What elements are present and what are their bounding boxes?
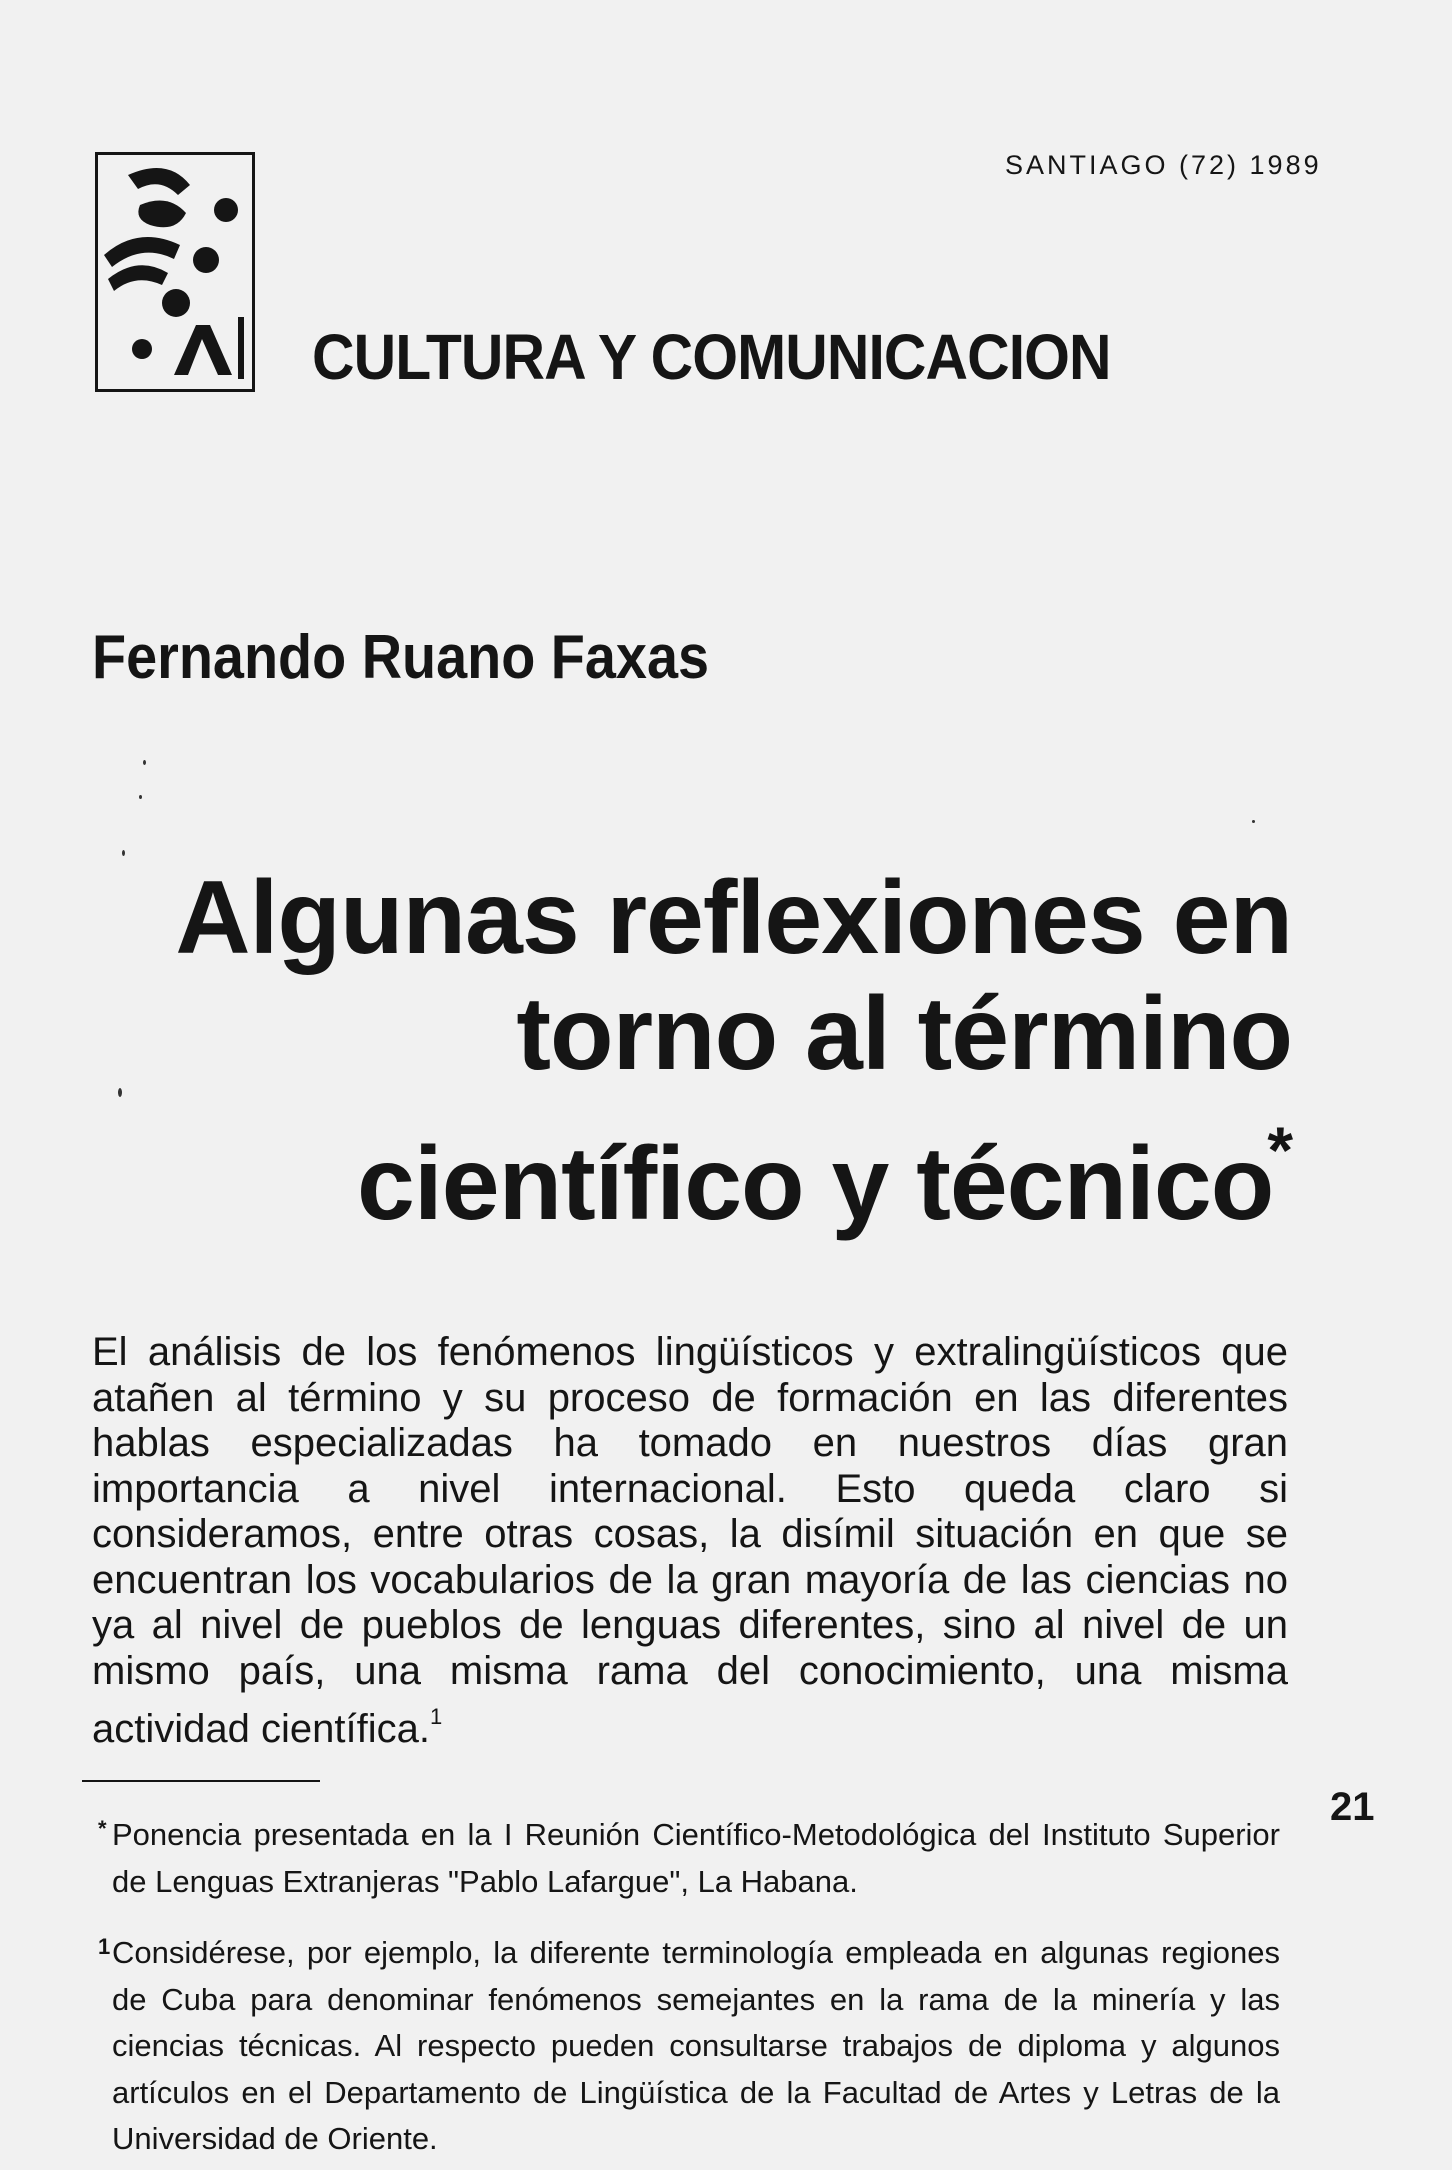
page-number: 21 <box>1330 1785 1375 1829</box>
body-paragraph: El análisis de los fenómenos lingüísticos y extralingüísticos que atañen al término y su proceso de formación en las diferentes hablas especializadas ha tomado en nuestros días gran importancia a nivel internacional. Esto queda claro si consideramos, entre otras cosas, la disímil situación en que se encuentran los vocabularios de la gran mayoría de las ciencias no ya al nivel de pueblos de lenguas diferentes, sino al nivel de un mismo país, una misma rama del conocimiento, una misma actividad científica. <box>92 1330 1288 1751</box>
footnote-2 <box>98 1930 1280 2163</box>
scan-speck <box>122 850 125 856</box>
section-title: CULTURA Y COMUNICACION <box>312 321 1111 393</box>
title-footnote-mark: * <box>1267 1113 1292 1187</box>
journal-logo <box>95 152 255 392</box>
scan-speck <box>139 795 142 799</box>
footnote-1 <box>98 1812 1280 1905</box>
article-title <box>92 860 1292 1242</box>
article-body <box>92 1330 1288 1753</box>
scan-speck <box>118 1088 122 1097</box>
footnote-text: Ponencia presentada en la I Reunión Científico-Metodológica del Instituto Superior de Lenguas Extranjeras "Pablo Lafargue", La Habana. <box>112 1817 1280 1899</box>
footnote-marker: * <box>98 1816 107 1841</box>
footnote-text: Considérese, por ejemplo, la diferente terminología empleada en algunas regiones de Cuba para denominar fenómenos semejantes en la rama de la minería y las ciencias técnicas. Al respecto pueden consultarse trabajos de diploma y algunos artículos en el Departamento de Lingüística de la Facultad de Artes y Letras de la Universidad de Oriente. <box>112 1935 1280 2156</box>
logo-graphic <box>98 155 252 389</box>
body-footnote-ref: 1 <box>429 1704 443 1729</box>
footnote-marker: 1 <box>98 1934 111 1959</box>
author-name: Fernando Ruano Faxas <box>92 623 710 692</box>
footnote-divider <box>82 1780 320 1782</box>
scan-speck <box>1252 820 1255 823</box>
scan-speck <box>143 760 146 765</box>
title-line-3-text: científico y técnico <box>357 1126 1274 1242</box>
title-line-1: Algunas reflexiones en <box>175 860 1292 976</box>
title-line-3 <box>92 1092 1292 1242</box>
journal-issue: SANTIAGO (72) 1989 <box>1005 150 1322 180</box>
title-line-2: torno al término <box>516 976 1292 1092</box>
